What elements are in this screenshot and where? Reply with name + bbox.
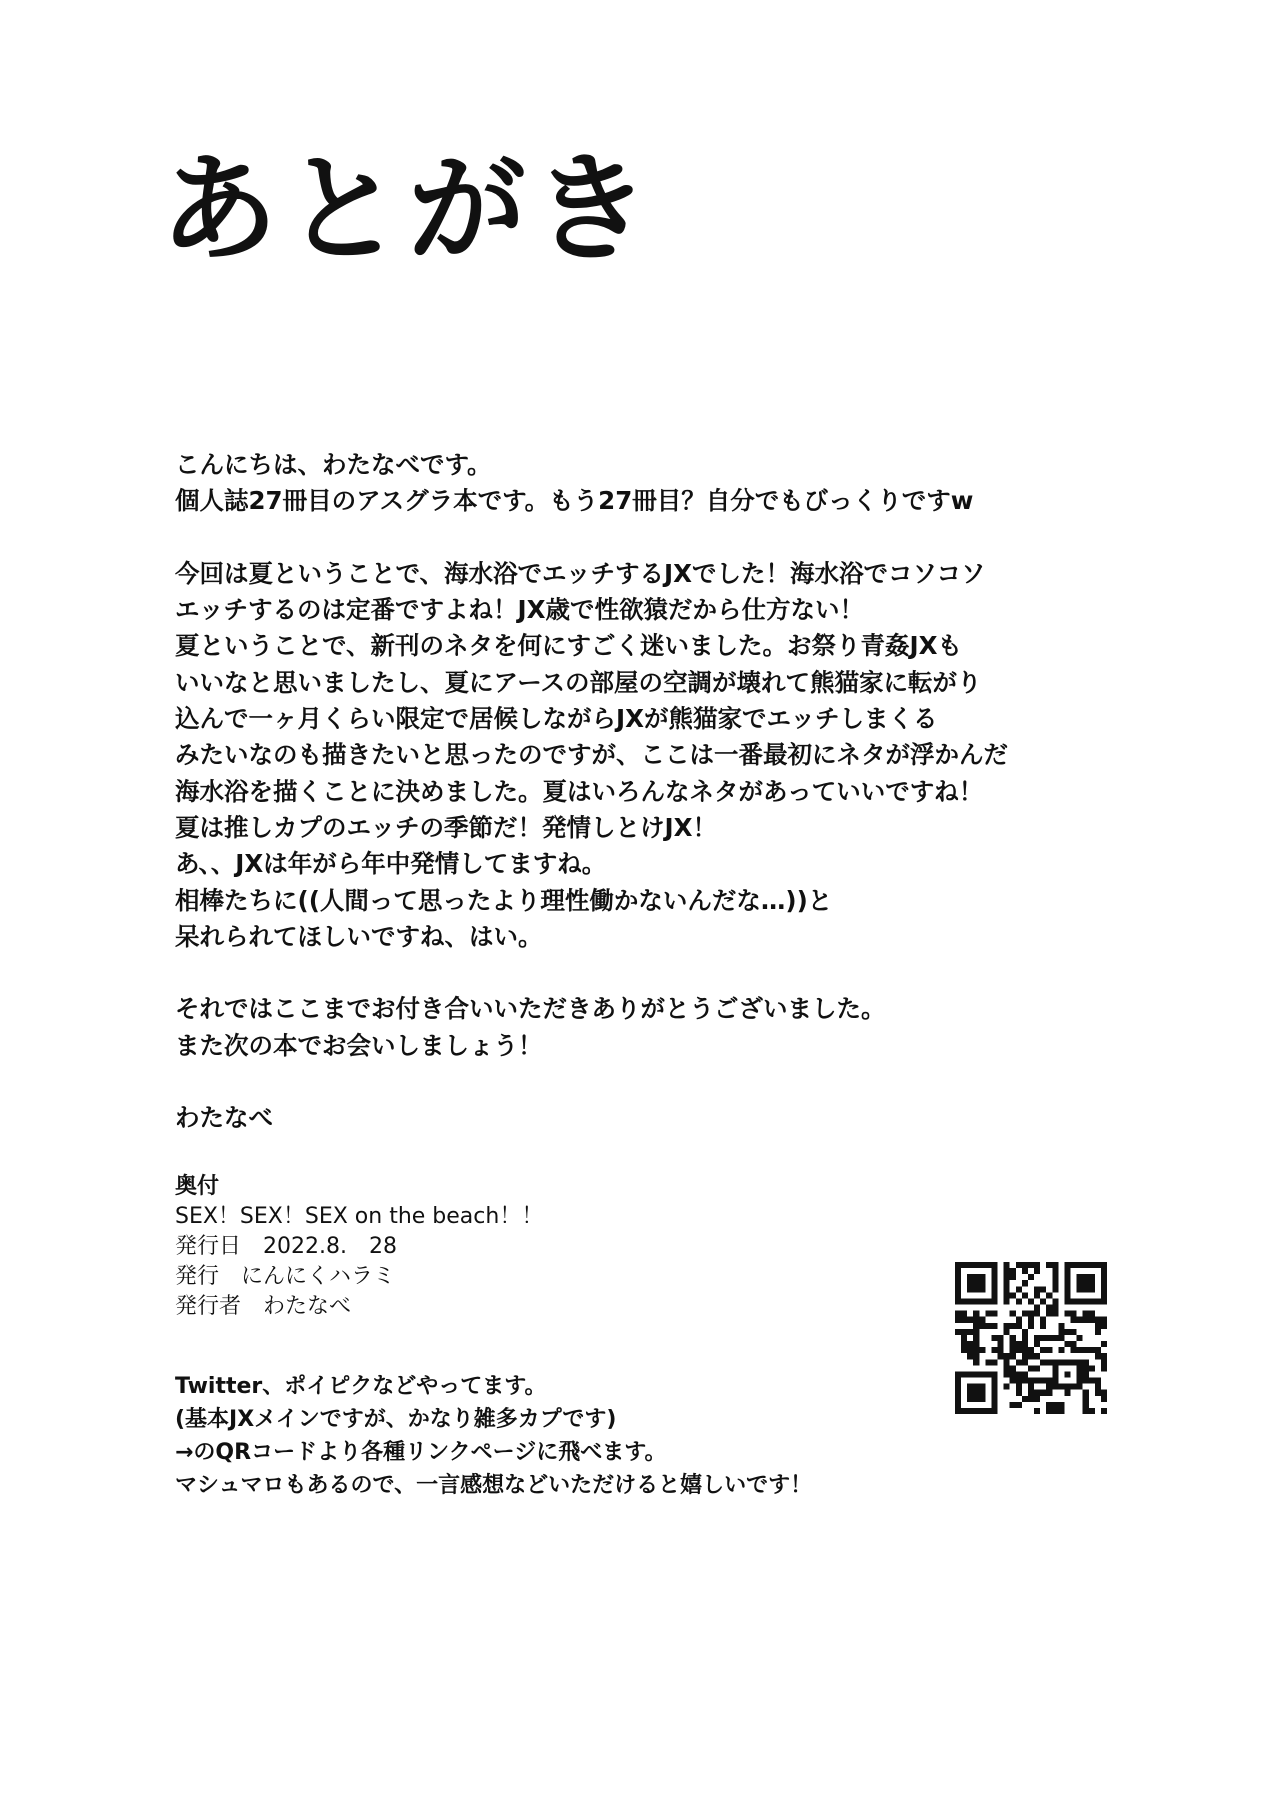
paragraph-gap	[175, 955, 1205, 991]
note-line: →のQRコードより各種リンクページに飛べます。	[175, 1440, 667, 1465]
author-signature: わたなべ	[175, 1103, 273, 1133]
afterword-line: 夏は推しカプのエッチの季節だ！発情しとけJX！	[175, 812, 718, 842]
afterword-line: 込んで一ヶ月くらい限定で居候しながらJXが熊猫家でエッチしまくる	[175, 704, 938, 734]
afterword-line: こんにちは、わたなべです。	[175, 450, 492, 479]
colophon	[175, 1172, 543, 1322]
publication-date: 発行日 2022.8. 28	[175, 1234, 397, 1259]
afterword-line: それではここまでお付き合いいただきありがとうございました。	[175, 994, 886, 1024]
afterword-line: いいなと思いましたし、夏にアースの部屋の空調が壊れて熊猫家に転がり	[175, 667, 982, 697]
publisher: 発行 にんにくハラミ	[175, 1264, 396, 1289]
note-line: Twitter、ポイピクなどやってます。	[175, 1374, 547, 1399]
colophon-heading: 奥付	[175, 1174, 220, 1199]
note-line: マシュマロもあるので、一言感想などいただけると嬉しいです！	[175, 1473, 813, 1498]
qr-code-icon	[955, 1262, 1107, 1414]
afterword-line: 相棒たちに((人間って思ったより理性働かないんだな…))と	[175, 885, 833, 915]
issuer: 発行者 わたなべ	[175, 1294, 352, 1319]
afterword-line: 今回は夏ということで、海水浴でエッチするJXでした！海水浴でコソコソ	[175, 558, 986, 588]
book-title: SEX！SEX！SEX on the beach！！	[175, 1204, 544, 1229]
afterword-line: 個人誌27冊目のアスグラ本です。もう27冊目？自分でもびっくりですw	[175, 486, 974, 516]
afterword-line: 海水浴を描くことに決めました。夏はいろんなネタがあっていいですね！	[175, 776, 984, 806]
note-line: (基本JXメインですが、かなり雑多カプです)	[175, 1407, 617, 1432]
afterword-line: 呆れられてほしいですね、はい。	[175, 921, 543, 951]
afterword-body	[175, 447, 1205, 1137]
social-notes	[175, 1370, 812, 1502]
afterword-line: あ、、JXは年がら年中発情してますね。	[175, 849, 607, 879]
afterword-line: みたいなのも描きたいと思ったのですが、ここは一番最初にネタが浮かんだ	[175, 740, 1008, 770]
page-title: あとがき	[160, 139, 657, 278]
paragraph-gap	[175, 520, 1205, 556]
afterword-line: また次の本でお会いしましょう！	[175, 1030, 543, 1060]
afterword-line: 夏ということで、新刊のネタを何にすごく迷いました。お祭り青姦JXも	[175, 631, 963, 661]
afterword-line: エッチするのは定番ですよね！JX歳で性欲猿だから仕方ない！	[175, 595, 865, 625]
paragraph-gap	[175, 1064, 1205, 1100]
